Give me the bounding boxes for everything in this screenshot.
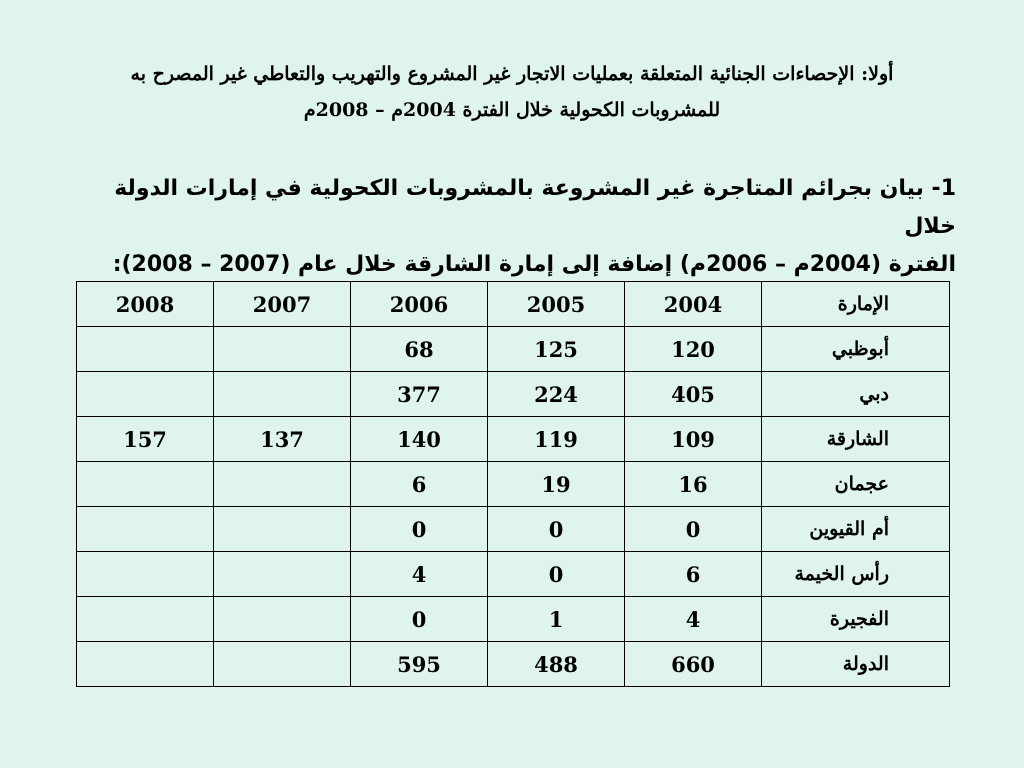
- cell-2004: 0: [625, 507, 762, 552]
- cell-2005: 224: [488, 372, 625, 417]
- cell-2005: 1: [488, 597, 625, 642]
- header-2007: 2007: [214, 282, 351, 327]
- title-line-1: أولا: الإحصاءات الجنائية المتعلقة بعمليات الاتجار غير المشروع والتهريب والتعاطي غير المصرح به: [130, 63, 894, 85]
- table-row: [77, 462, 950, 507]
- row-label: الدولة: [762, 642, 950, 687]
- cell-2004: 109: [625, 417, 762, 462]
- cell-2005: 0: [488, 552, 625, 597]
- statistics-table: [76, 281, 950, 687]
- cell-2005: 125: [488, 327, 625, 372]
- cell-2005: 119: [488, 417, 625, 462]
- caption-line-1: 1- بيان بجرائم المتاجرة غير المشروعة بالمشروبات الكحولية في إمارات الدولة خلال: [114, 176, 956, 239]
- row-label: الشارقة: [762, 417, 950, 462]
- row-label: أبوظبي: [762, 327, 950, 372]
- row-label: عجمان: [762, 462, 950, 507]
- cell-2008: [77, 372, 214, 417]
- slide-title: [70, 56, 954, 128]
- cell-2004: 660: [625, 642, 762, 687]
- cell-2008: [77, 507, 214, 552]
- row-label: أم القيوين: [762, 507, 950, 552]
- cell-2006: 140: [351, 417, 488, 462]
- cell-2007: [214, 327, 351, 372]
- table-row: [77, 417, 950, 462]
- table-header-row: [77, 282, 950, 327]
- cell-2008: [77, 462, 214, 507]
- cell-2008: [77, 597, 214, 642]
- cell-2007: [214, 552, 351, 597]
- cell-2006: 595: [351, 642, 488, 687]
- cell-2005: 19: [488, 462, 625, 507]
- row-label: دبي: [762, 372, 950, 417]
- caption-line-2: الفترة (2004م – 2006م) إضافة إلى إمارة الشارقة خلال عام (2007 – 2008):: [112, 252, 956, 277]
- cell-2006: 0: [351, 507, 488, 552]
- header-2005: 2005: [488, 282, 625, 327]
- cell-2008: [77, 552, 214, 597]
- header-2008: 2008: [77, 282, 214, 327]
- table-row: [77, 372, 950, 417]
- cell-2008: [77, 642, 214, 687]
- table-total-row: [77, 642, 950, 687]
- cell-2006: 68: [351, 327, 488, 372]
- cell-2007: [214, 507, 351, 552]
- cell-2007: [214, 372, 351, 417]
- header-2004: 2004: [625, 282, 762, 327]
- cell-2007: [214, 597, 351, 642]
- cell-2006: 6: [351, 462, 488, 507]
- table-row: [77, 597, 950, 642]
- header-emirate: الإمارة: [762, 282, 950, 327]
- cell-2004: 6: [625, 552, 762, 597]
- row-label: الفجيرة: [762, 597, 950, 642]
- cell-2004: 16: [625, 462, 762, 507]
- table-row: [77, 507, 950, 552]
- row-label: رأس الخيمة: [762, 552, 950, 597]
- table-row: [77, 552, 950, 597]
- cell-2006: 4: [351, 552, 488, 597]
- cell-2005: 0: [488, 507, 625, 552]
- cell-2006: 377: [351, 372, 488, 417]
- cell-2006: 0: [351, 597, 488, 642]
- table-row: [77, 327, 950, 372]
- cell-2007: 137: [214, 417, 351, 462]
- cell-2005: 488: [488, 642, 625, 687]
- table-caption: [80, 170, 956, 284]
- cell-2004: 120: [625, 327, 762, 372]
- cell-2004: 405: [625, 372, 762, 417]
- header-2006: 2006: [351, 282, 488, 327]
- cell-2008: 157: [77, 417, 214, 462]
- cell-2007: [214, 642, 351, 687]
- cell-2008: [77, 327, 214, 372]
- title-line-2: للمشروبات الكحولية خلال الفترة 2004م – 2008م: [303, 99, 721, 121]
- cell-2007: [214, 462, 351, 507]
- cell-2004: 4: [625, 597, 762, 642]
